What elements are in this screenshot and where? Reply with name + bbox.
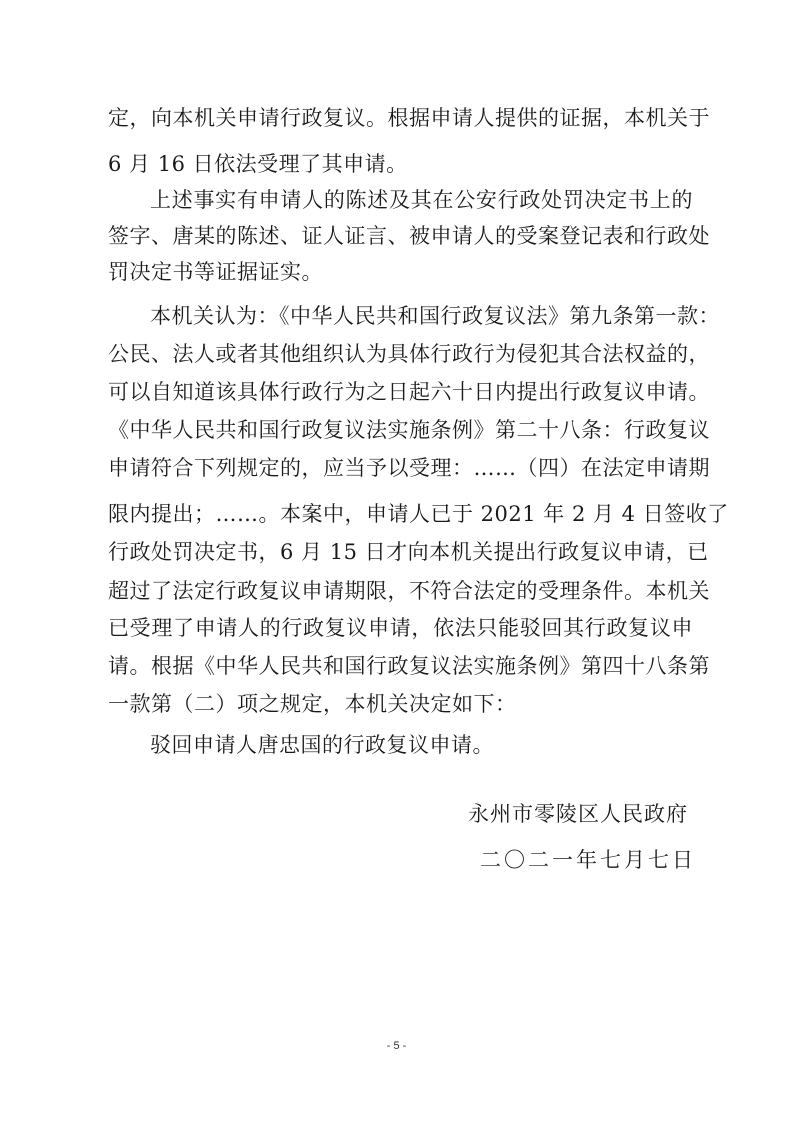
paragraph-line: 公民、法人或者其他组织认为具体行政行为侵犯其合法权益的， [108, 342, 710, 366]
paragraph-line: 请。根据《中华人民共和国行政复议法实施条例》第四十八条第 [108, 654, 710, 678]
paragraph-line: 一款第（二）项之规定，本机关决定如下： [108, 692, 517, 716]
paragraph-line: 罚决定书等证据证实。 [108, 260, 323, 284]
decision-line: 驳回申请人唐忠国的行政复议申请。 [150, 733, 494, 757]
paragraph-line: 申请符合下列规定的，应当予以受理：……（四）在法定申请期 [108, 456, 710, 480]
paragraph-line: 《中华人民共和国行政复议法实施条例》第二十八条：行政复议 [108, 418, 710, 442]
paragraph-line: 行政处罚决定书，6 月 15 日才向本机关提出行政复议申请，已 [108, 540, 709, 564]
paragraph-line: 已受理了申请人的行政复议申请，依法只能驳回其行政复议申 [108, 616, 693, 640]
paragraph-line: 定，向本机关申请行政复议。根据申请人提供的证据，本机关于 [108, 106, 710, 130]
signing-date: 二〇二一年七月七日 [480, 848, 696, 872]
page-number: - 5 - [386, 1040, 407, 1052]
paragraph-line: 签字、唐某的陈述、证人证言、被申请人的受案登记表和行政处 [108, 224, 710, 248]
signing-organization: 永州市零陵区人民政府 [468, 802, 688, 826]
paragraph-line: 6 月 16 日依法受理了其申请。 [108, 152, 408, 176]
paragraph-line: 上述事实有申请人的陈述及其在公安行政处罚决定书上的 [150, 188, 693, 212]
paragraph-line: 本机关认为：《中华人民共和国行政复议法》第九条第一款： [150, 304, 720, 328]
paragraph-line: 超过了法定行政复议申请期限，不符合法定的受理条件。本机关 [108, 579, 710, 603]
paragraph-line: 可以自知道该具体行政行为之日起六十日内提出行政复议申请。 [108, 380, 710, 404]
paragraph-line: 限内提出；……。本案中，申请人已于 2021 年 2 月 4 日签收了 [108, 502, 729, 526]
